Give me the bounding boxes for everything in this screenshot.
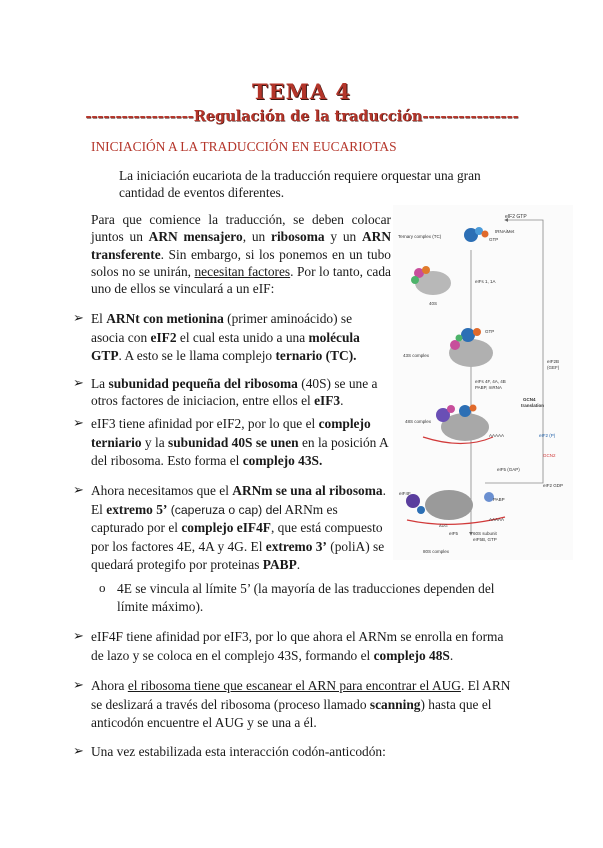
eif-shape <box>411 276 419 284</box>
complex-43s-shape <box>450 340 460 350</box>
bullet-ternary-complex: El ARNt con metionina (primer aminoácido) se asocia con eIF2 el cual esta unido a una molécula GTP. A esto se le llama complejo ternario (TC). <box>91 311 360 363</box>
eif4f-shape <box>406 494 420 508</box>
label-gcn4: GCN4 <box>523 397 536 402</box>
complex-43s-shape <box>473 328 481 336</box>
bullet-43s-complex: eIF3 tiene afinidad por eIF2, por lo que el complejo terniario y la subunidad 40S se unen en la posición A del ribosoma. Esto forma el complejo 43S. <box>91 416 388 468</box>
label-translation: translation <box>521 403 545 408</box>
bullet-small-subunit: La subunidad pequeña del ribosoma (40S) se une a otros factores de iniciacion, entre ellos el eIF3. <box>91 376 378 408</box>
label-trna: tRNAiMet <box>495 229 515 234</box>
bullet-stabilization: Una vez estabilizada esta interacción codón-anticodón: <box>91 744 386 759</box>
complex-48s-shape <box>447 405 455 413</box>
complex-80s-shape <box>425 490 473 520</box>
bullet-arrow-icon: ➢ <box>73 628 84 643</box>
complex-48s-shape <box>470 405 477 412</box>
label-80s-complex: 80S complex <box>423 549 450 554</box>
bullet-48s-complex: eIF4F tiene afinidad por eIF3, por lo que ahora el ARNm se enrolla en forma de lazo y se coloca en el complejo 43S, formando el complejo 48S. <box>91 629 504 663</box>
bullet-mrna-binding: Ahora necesitamos que el ARNm se una al ribosoma. El extremo 5’ (caperuza o cap) del ARNm es capturado por el complejo eIF4F, que está compuesto por los factores 4E, 4A y 4G. El extremo 3’ (poliA) se quedará protegifo por proteinas PABP. <box>91 483 386 572</box>
label-ternary-complex: Ternary complex (TC) <box>398 234 442 239</box>
translation-initiation-figure <box>393 205 573 560</box>
bullet-arrow-icon: ➢ <box>73 743 84 758</box>
complex-43s-shape <box>461 328 475 342</box>
label-gcn2: GCN2 <box>543 453 556 458</box>
section-heading: INICIACIÓN A LA TRADUCCIÓN EN EUCARIOTAS <box>91 139 397 154</box>
label-eifs-1: eIFs 1, 1A <box>475 279 496 284</box>
label-eif4: eIFs 4F, 4A, 4B <box>475 379 506 384</box>
page-subtitle: ------------------Regulación de la traducción---------------- <box>85 108 519 125</box>
bullet-arrow-icon: ➢ <box>73 482 84 497</box>
complex-48s-shape <box>459 405 471 417</box>
label-eif2-gdp: eIF2 GDP <box>543 483 564 488</box>
label-polya: AAAAA <box>489 433 505 438</box>
complex-43s-shape <box>456 335 463 342</box>
eif4f-shape <box>417 506 425 514</box>
label-43s-complex: 43S complex <box>403 353 430 358</box>
bullet-arrow-icon: ➢ <box>73 677 84 692</box>
bullet-arrow-icon: ➢ <box>73 310 84 325</box>
label-aug: AUG <box>439 523 448 528</box>
label-pabp-mrna: PABP, mRNA <box>475 385 502 390</box>
label-60s: 60S subunit <box>473 531 497 536</box>
label-40s: 40S <box>429 301 438 306</box>
sub-bullet-4e: 4E se vincula al límite 5’ (la mayoría de las traducciones dependen del límite máximo). <box>117 581 495 614</box>
label-eif4f: eIF4F <box>399 491 411 496</box>
sub-bullet-icon: o <box>99 580 106 595</box>
bullet-scanning: Ahora el ribosoma tiene que escanear el ARN para encontrar el AUG. El ARN se deslizará a través del ribosoma (proceso llamado scanning) hasta que el anticodón encuentre el AUG y se una a él. <box>91 678 511 730</box>
eif-shape <box>422 266 430 274</box>
label-eif2-gtp: eIF2 GTP <box>505 214 527 220</box>
intro-paragraph: La iniciación eucariota de la traducción requiere orquestar una gran cantidad de eventos diferentes. <box>119 168 481 201</box>
bullet-arrow-icon: ➢ <box>73 415 84 430</box>
label-eif5-gap: eIF5 (GAP) <box>497 467 520 472</box>
label-eif2-p: eIF2 (P) <box>539 433 556 438</box>
label-gtp: GTP <box>489 237 499 242</box>
label-gef: (GEF) <box>547 365 560 370</box>
paragraph-factors: Para que comience la traducción, se deben colocar juntos un ARN mensajero, un ribosoma y un ARN transferente. Sin embargo, si los ponemos en un tubo solos no se unirán, necesitan factores. Por lo tanto, cada uno de ellos se vinculará a un eIF: <box>91 212 391 297</box>
label-48s-complex: 48S complex <box>405 419 432 424</box>
bullet-arrow-icon: ➢ <box>73 375 84 390</box>
ternary-complex-shape <box>482 231 489 238</box>
page-title: TEMA 4 <box>251 79 352 104</box>
label-eif2b: eIF2B <box>547 359 560 364</box>
label-gtp-2: GTP <box>485 329 495 334</box>
label-polya-2: AAAAA <box>489 517 505 522</box>
label-pabp: PABP <box>493 497 505 502</box>
label-eif5-b: eIF5 <box>449 531 459 536</box>
label-eif5b-gtp: eIF5B, GTP <box>473 537 497 542</box>
